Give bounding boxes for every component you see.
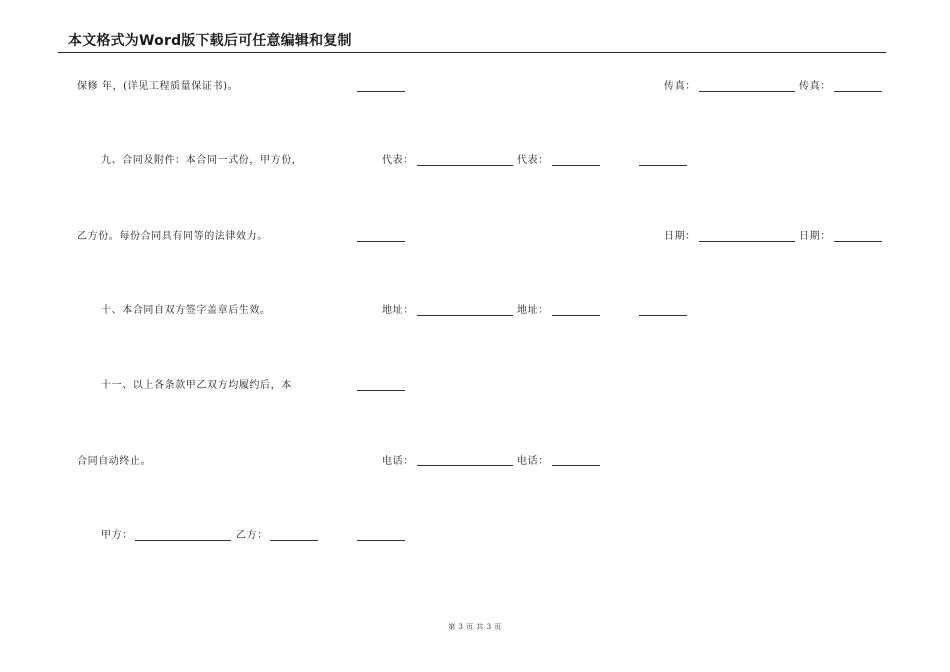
party-b-blank [270,540,318,541]
address-blank [417,315,513,316]
representative-blank [417,165,513,166]
fax-label: 传真： [799,81,831,92]
party-a-blank [135,540,231,541]
blank-line [357,390,405,391]
blank-line [357,241,405,242]
representative-label: 代表： [517,155,549,166]
date-blank [699,241,795,242]
party-a-label: 甲方： [101,530,133,541]
clause-11-text: 十一、以上各条款甲乙双方均履约后，本 [101,380,292,391]
representative-label: 代表： [382,155,414,166]
date-label: 日期： [799,231,831,242]
party-b-label: 乙方： [236,530,268,541]
fax-blank [834,91,882,92]
fax-blank [699,91,795,92]
address-blank [552,315,600,316]
phone-blank [552,465,600,466]
page-header-title: 本文格式为Word版下载后可任意编辑和复制 [68,33,352,49]
clause-warranty-text: 保修 年，(详见工程质量保证书)。 [77,81,239,92]
clause-10-text: 十、本合同自双方签字盖章后生效。 [101,305,271,316]
blank-line [639,315,687,316]
page-number-footer: 第 3 页 共 3 页 [448,623,502,631]
phone-label: 电话： [382,456,414,467]
clause-9-text: 九、合同及附件：本合同一式份，甲方份， [101,155,303,166]
date-blank [834,241,882,242]
representative-blank [552,165,600,166]
clause-9-continued-text: 乙方份。每份合同具有同等的法律效力。 [77,231,268,242]
phone-label: 电话： [517,456,549,467]
address-label: 地址： [382,305,414,316]
address-label: 地址： [517,305,549,316]
date-label: 日期： [664,231,696,242]
phone-blank [417,465,513,466]
blank-line [357,540,405,541]
blank-line [639,165,687,166]
header-divider [58,52,886,53]
fax-label: 传真： [664,81,696,92]
blank-line [357,91,405,92]
clause-11-continued-text: 合同自动终止。 [77,456,152,467]
